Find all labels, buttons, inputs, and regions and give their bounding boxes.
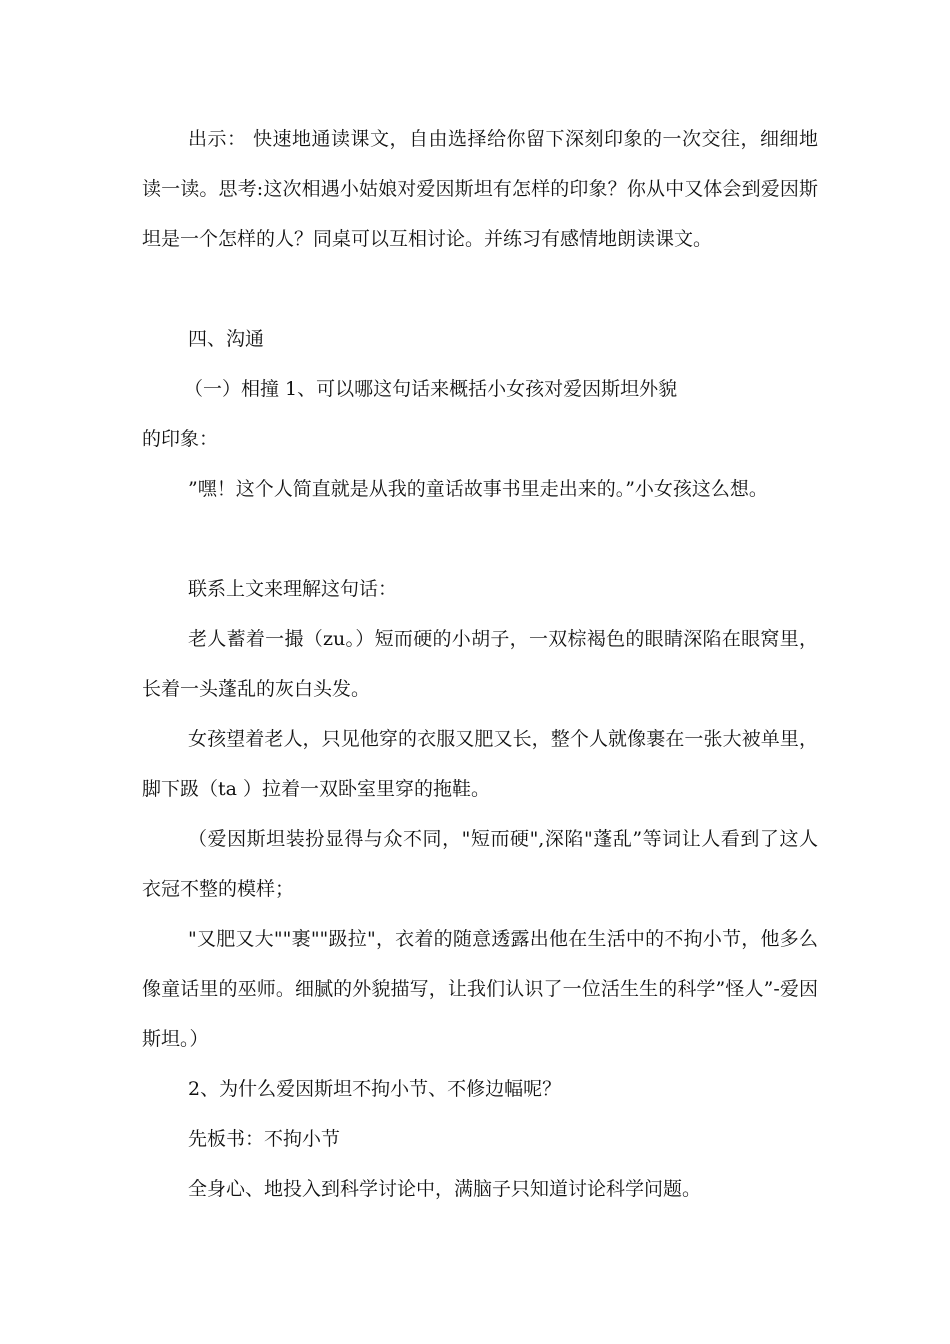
paragraph-analysis-2: "又肥又大""裹""趿拉"，衣着的随意透露出他在生活中的不拘小节，他多么像童话里的巫师。细腻的外貌描写，让我们认识了一位活生生的科学”怪人”-爱因斯坦。） [142,928,818,1050]
paragraph-question-1-cont: 的印象： [142,428,219,450]
paragraph-blackboard-note: 先板书：不拘小节 [188,1128,341,1150]
paragraph-analysis-1: （爱因斯坦装扮显得与众不同，"短而硬",深陷"蓬乱”等词让人看到了这人衣冠不整的模样； [142,828,818,900]
paragraph-question-1: （一）相撞 1、可以哪这句话来概括小女孩对爱因斯坦外貌 [184,378,678,400]
paragraph-explanation: 全身心、地投入到科学讨论中，满脑子只知道讨论科学问题。 [188,1178,702,1200]
paragraph-question-2: 2、为什么爱因斯坦不拘小节、不修边幅呢？ [188,1078,562,1100]
paragraph-old-man-description: 老人蓄着一撮（zu。）短而硬的小胡子，一双棕褐色的眼睛深陷在眼窝里，长着一头蓬乱的灰白头发。 [142,628,818,700]
paragraph-instructions: 出示： 快速地通读课文，自由选择给你留下深刻印象的一次交往，细细地读一读。思考:这次相遇小姑娘对爱因斯坦有怎样的印象？你从中又体会到爱因斯坦是一个怎样的人？同桌可以互相讨论。并练习有感情地朗读课文。 [142,128,818,250]
paragraph-context-prompt: 联系上文来理解这句话： [188,578,398,600]
paragraph-quote: ”嘿！这个人简直就是从我的童话故事书里走出来的。”小女孩这么想。 [188,478,768,500]
section-heading-communicate: 四、沟通 [188,328,265,350]
paragraph-clothing-description: 女孩望着老人，只见他穿的衣服又肥又长，整个人就像裹在一张大被单里，脚下趿（ta ）拉着一双卧室里穿的拖鞋。 [142,728,818,800]
